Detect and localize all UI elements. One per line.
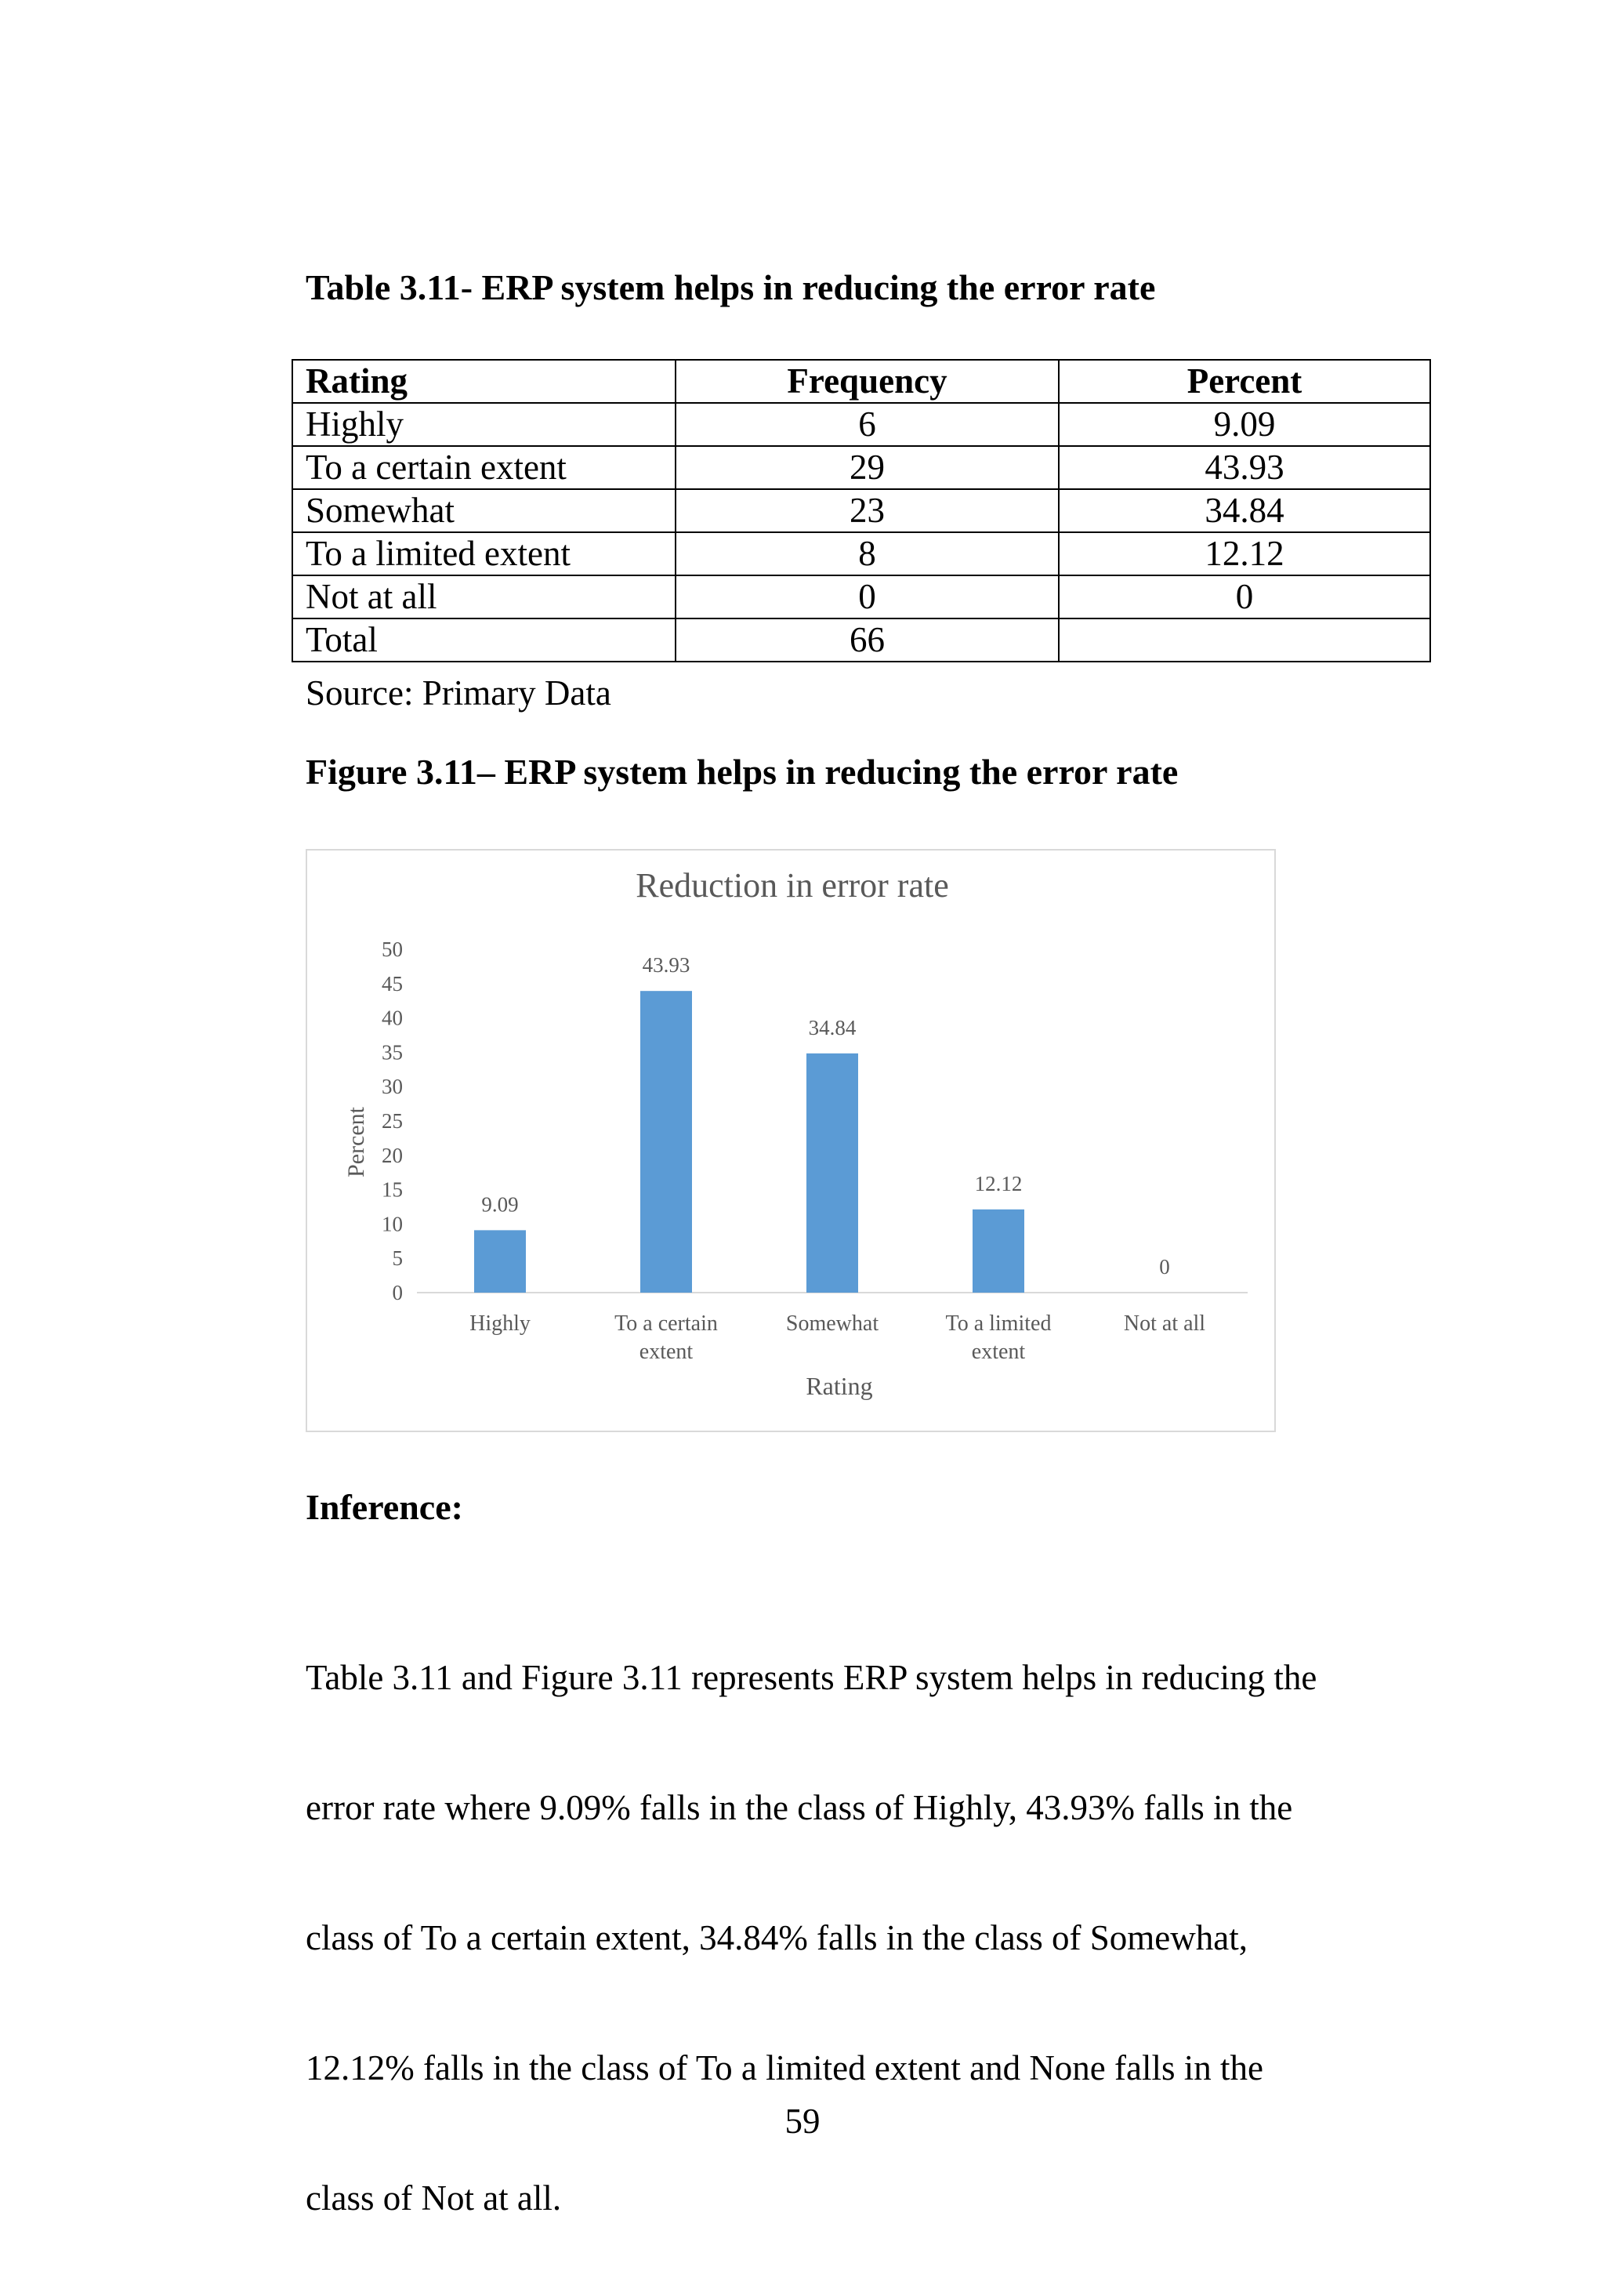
inference-paragraph <box>306 1580 1434 2296</box>
inference-line: 12.12% falls in the class of To a limited extent and None falls in the <box>306 2048 1263 2087</box>
table-total-row <box>292 618 1430 662</box>
bar <box>640 991 692 1293</box>
y-tick-label: 15 <box>382 1177 403 1202</box>
inference-line: class of To a certain extent, 34.84% falls in the class of Somewhat, <box>306 1918 1248 1957</box>
y-tick-label: 30 <box>382 1075 403 1099</box>
y-tick-label: 5 <box>392 1246 403 1271</box>
y-tick-label: 10 <box>382 1212 403 1236</box>
inference-line: Table 3.11 and Figure 3.11 represents ERP system helps in reducing the <box>306 1658 1317 1697</box>
table-cell-percent: 34.84 <box>1059 489 1430 532</box>
table-header-row <box>292 360 1430 403</box>
bar <box>806 1054 858 1293</box>
x-tick-label: Somewhat <box>785 1311 879 1336</box>
table-row <box>292 446 1430 489</box>
table-cell-rating: Highly <box>292 403 676 446</box>
data-label: 9.09 <box>481 1192 519 1217</box>
x-tick-label: Not at all <box>1123 1311 1206 1336</box>
table-cell-percent: 12.12 <box>1059 532 1430 575</box>
x-tick-label: extent <box>639 1340 694 1364</box>
x-tick-label: To a certain <box>614 1311 718 1336</box>
table-cell-frequency: 29 <box>676 446 1059 489</box>
y-tick-label: 50 <box>382 938 403 961</box>
table-cell-frequency: 0 <box>676 575 1059 618</box>
table-source-note: Source: Primary Data <box>306 673 611 713</box>
y-tick-label: 0 <box>392 1281 403 1304</box>
table-cell-frequency: 23 <box>676 489 1059 532</box>
bar-chart-svg <box>307 851 1277 1434</box>
inference-line: error rate where 9.09% falls in the class of Highly, 43.93% falls in the <box>306 1788 1293 1827</box>
data-label: 0 <box>1159 1255 1170 1279</box>
figure-title: Figure 3.11– ERP system helps in reducing the error rate <box>306 752 1179 792</box>
table-cell-rating: To a certain extent <box>292 446 676 489</box>
table-row <box>292 403 1430 446</box>
y-tick-label: 40 <box>382 1006 403 1030</box>
page-number: 59 <box>784 2102 821 2141</box>
data-label: 34.84 <box>808 1015 857 1039</box>
x-axis-label: Rating <box>806 1372 873 1400</box>
table-cell-rating: Somewhat <box>292 489 676 532</box>
bar <box>474 1230 526 1293</box>
table-row <box>292 532 1430 575</box>
data-label: 43.93 <box>642 953 690 978</box>
table-cell-rating: Not at all <box>292 575 676 618</box>
table-cell-frequency: 8 <box>676 532 1059 575</box>
table-header-frequency: Frequency <box>676 360 1059 403</box>
rating-table <box>292 359 1431 662</box>
y-tick-label: 25 <box>382 1109 403 1133</box>
inference-heading: Inference: <box>306 1487 463 1527</box>
inference-line: class of Not at all. <box>306 2178 562 2218</box>
y-tick-label: 20 <box>382 1143 403 1167</box>
bar-chart <box>306 849 1276 1432</box>
table-cell-frequency: 6 <box>676 403 1059 446</box>
table-header-percent: Percent <box>1059 360 1430 403</box>
table-title: Table 3.11- ERP system helps in reducing the error rate <box>306 267 1156 307</box>
table-row <box>292 489 1430 532</box>
x-tick-label: extent <box>971 1340 1026 1364</box>
chart-title: Reduction in error rate <box>636 866 949 905</box>
y-tick-label: 35 <box>382 1040 403 1065</box>
x-tick-label: To a limited <box>945 1311 1052 1336</box>
table-cell-rating: To a limited extent <box>292 532 676 575</box>
bar <box>973 1210 1024 1293</box>
x-tick-label: Highly <box>469 1311 531 1336</box>
data-label: 12.12 <box>974 1171 1023 1195</box>
table-cell-percent <box>1059 618 1430 662</box>
y-axis-label: Percent <box>343 1107 369 1177</box>
table-row <box>292 575 1430 618</box>
table-header-rating: Rating <box>292 360 676 403</box>
table-cell-percent: 43.93 <box>1059 446 1430 489</box>
table-cell-percent: 9.09 <box>1059 403 1430 446</box>
table-cell-percent: 0 <box>1059 575 1430 618</box>
table-cell-frequency: 66 <box>676 618 1059 662</box>
y-tick-label: 45 <box>382 971 403 996</box>
table-cell-rating: Total <box>292 618 676 662</box>
